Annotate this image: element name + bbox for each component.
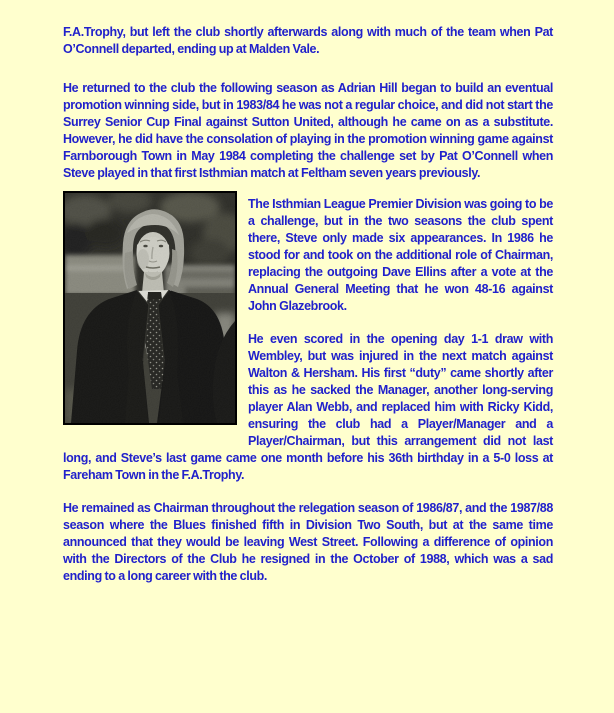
paragraph-5: He remained as Chairman throughout the relegation season of 1986/87, and the 1987/88 season where the Blues finished fifth in Division Two South, but at the same time announced that they would be leaving West Street. Following a difference of opinion with the Directors of the Club he resigned in the October of 1988, which was a sad ending to a long career with the club. bbox=[63, 501, 553, 583]
photo-text-section bbox=[63, 191, 553, 484]
paragraph-4: He even scored in the opening day 1-1 draw with Wembley, but was injured in the next match against Walton & Hersham. His first “duty” came shortly after this as he sacked the Manager, another long-serving player Alan Webb, and replaced him with Ricky Kidd, ensuring the club had a Player/Manager and a Player/Chairman, but this arrangement did not last long, and Steve’s last game came one month before his 36th birthday in a 5-0 loss at Fareham Town in the F.A.Trophy. bbox=[63, 332, 553, 482]
paragraph-1: F.A.Trophy, but left the club shortly afterwards along with much of the team when Pat O’Connell departed, ending up at Malden Vale. bbox=[63, 25, 553, 56]
paragraph-2: He returned to the club the following season as Adrian Hill began to build an eventual promotion winning side, but in 1983/84 he was not a regular choice, and did not start the Surrey Senior Cup Final against Sutton United, although he came on as a substitute. However, he did have the consolation of playing in the promotion winning game against Farnborough Town in May 1984 completing the challenge set by Pat O’Connell when Steve played in that first Isthmian match at Feltham seven years previously. bbox=[63, 81, 553, 180]
paragraph-3: The Isthmian League Premier Division was going to be a challenge, but in the two seasons the club spent there, Steve only made six appearances. In 1986 he stood for and took on the additional role of Chairman, replacing the outgoing Dave Ellins after a vote at the Annual General Meeting that he won 48-16 against John Glazebrook. bbox=[248, 197, 553, 313]
player-photo bbox=[63, 191, 237, 425]
player-photo-image bbox=[65, 193, 235, 423]
